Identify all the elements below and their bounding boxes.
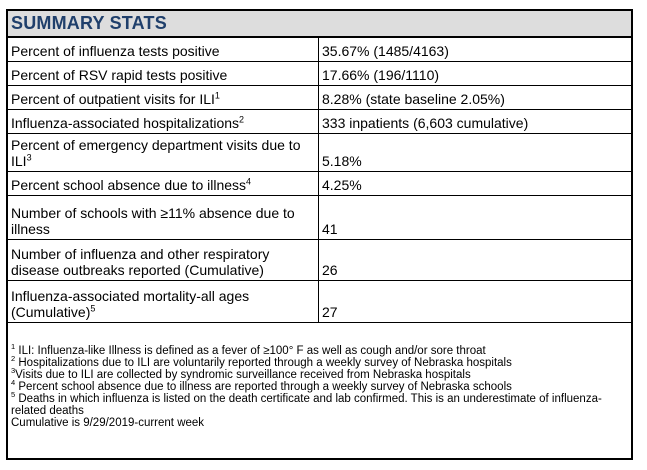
table-row <box>8 240 631 281</box>
row-value <box>319 281 631 322</box>
row-value-text: 26 <box>322 262 338 278</box>
row-value-text: 8.28% (state baseline 2.05%) <box>322 91 505 107</box>
row-label <box>8 134 319 171</box>
row-label-text: Influenza-associated hospitalizations$^2$ <box>11 114 245 131</box>
row-value-text: 27 <box>322 304 338 320</box>
row-label <box>8 62 319 85</box>
row-label-text: Percent of emergency department visits due to ILI$^3$ <box>11 137 301 169</box>
footnote: $^3$Visits due to ILI are collected by syndromic surveillance received from Nebraska hospitals <box>11 366 471 381</box>
row-label-text: Percent of outpatient visits for ILI$^1$ <box>11 90 220 107</box>
row-value-text: 35.67% (1485/4163) <box>322 43 449 59</box>
row-value <box>319 38 631 61</box>
row-label-text: Percent school absence due to illness$^4$ <box>11 176 252 193</box>
row-value-text: 5.18% <box>322 153 362 169</box>
table-row <box>8 110 631 134</box>
footnote: Cumulative is 9/29/2019-current week <box>11 417 205 429</box>
row-label <box>8 110 319 133</box>
row-label <box>8 38 319 61</box>
row-label <box>8 172 319 195</box>
row-value <box>319 196 631 239</box>
table-header <box>8 11 631 38</box>
row-value-text: 41 <box>322 221 338 237</box>
row-label <box>8 86 319 109</box>
table-row <box>8 86 631 110</box>
row-label-text: Number of schools with ≥11% absence due to illness <box>11 205 295 237</box>
row-value-text: 4.25% <box>322 177 362 193</box>
row-value <box>319 134 631 171</box>
table-row <box>8 62 631 86</box>
row-label-text: Number of influenza and other respiratory disease outbreaks reported (Cumulative) <box>11 246 270 278</box>
row-label <box>8 240 319 280</box>
footnote-ref: 1 <box>214 90 220 101</box>
footnotes <box>8 323 631 429</box>
row-label-text: Percent of RSV rapid tests positive <box>11 67 228 83</box>
table-row <box>8 196 631 240</box>
row-value <box>319 110 631 133</box>
table-row <box>8 134 631 172</box>
row-value <box>319 240 631 280</box>
row-value-text: 17.66% (196/1110) <box>322 67 440 83</box>
summary-stats-table <box>6 9 633 460</box>
footnote: $^4$ Percent school absence due to illness are reported through a weekly survey of Nebraska schools <box>11 378 512 393</box>
row-label <box>8 281 319 322</box>
row-label-text: Percent of influenza tests positive <box>11 43 220 59</box>
footnote-ref: 5 <box>90 303 96 314</box>
footnote-ref: 2 <box>239 114 245 125</box>
footnote: $^1$ ILI: Influenza-like Illness is defined as a fever of ≥100° F as well as cough and/or sore throat <box>11 342 486 357</box>
table-row <box>8 281 631 323</box>
footnote: $^2$ Hospitalizations due to ILI are voluntarily reported through a weekly survey of Nebraska hospitals <box>11 354 512 369</box>
row-value <box>319 62 631 85</box>
footnote-ref: 4 <box>246 176 252 187</box>
row-value <box>319 172 631 195</box>
row-label-text: Influenza-associated mortality-all ages (Cumulative)$^5$ <box>11 288 250 320</box>
table-row <box>8 172 631 196</box>
table-title: SUMMARY STATS <box>11 13 167 33</box>
row-label <box>8 196 319 239</box>
table-row <box>8 38 631 62</box>
row-value <box>319 86 631 109</box>
footnote-ref: 3 <box>26 152 32 163</box>
footnote: $^5$ Deaths in which influenza is listed on the death certificate and lab confirmed. This is an underestimate of influenza-related deaths <box>11 390 602 417</box>
row-value-text: 333 inpatients (6,603 cumulative) <box>322 115 529 131</box>
